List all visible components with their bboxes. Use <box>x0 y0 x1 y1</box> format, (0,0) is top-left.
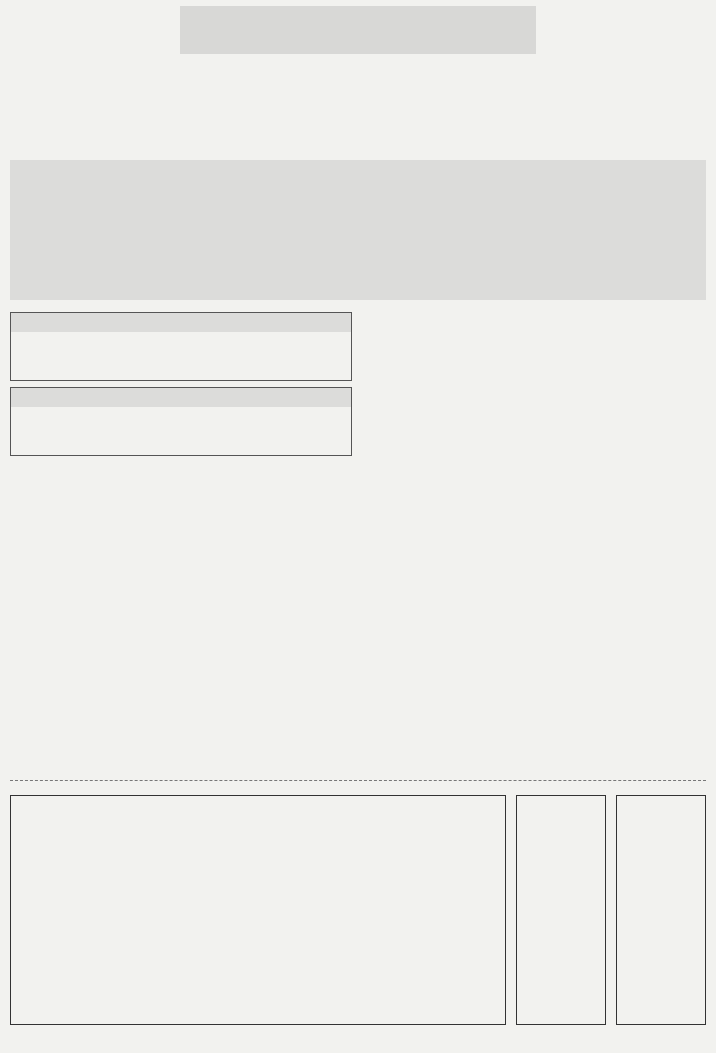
info-label <box>17 336 87 352</box>
entry-ticket-stub-1[interactable] <box>516 795 606 1025</box>
body-columns <box>10 312 706 772</box>
competition-1-section <box>10 312 352 381</box>
competition-2-heading <box>11 388 351 407</box>
competition-2-rows <box>11 407 351 455</box>
footer-notes <box>10 1029 706 1053</box>
left-column <box>10 312 352 772</box>
competition-1-heading <box>11 313 351 332</box>
info-text <box>93 336 345 352</box>
entry-form-area <box>10 795 706 1025</box>
info-label <box>10 462 80 478</box>
info-text <box>93 411 345 427</box>
info-row <box>10 462 352 478</box>
right-column <box>364 312 706 772</box>
competition-1-rows <box>11 332 351 380</box>
info-row <box>364 312 706 328</box>
info-label <box>364 312 434 328</box>
competition-2-section <box>10 387 352 456</box>
entry-form-header <box>11 796 505 814</box>
info-row <box>17 411 345 427</box>
intro-paragraph <box>10 160 706 300</box>
info-row <box>17 336 345 352</box>
info-label <box>17 411 87 427</box>
cut-line <box>10 780 706 791</box>
event-banner <box>180 6 536 54</box>
entry-ticket-stub-2[interactable] <box>616 795 706 1025</box>
entry-form[interactable] <box>10 795 506 1025</box>
submission-details <box>10 462 352 478</box>
info-text <box>440 312 706 328</box>
judging-and-prizes <box>364 312 706 328</box>
info-text <box>86 462 352 478</box>
title-block <box>10 62 706 152</box>
